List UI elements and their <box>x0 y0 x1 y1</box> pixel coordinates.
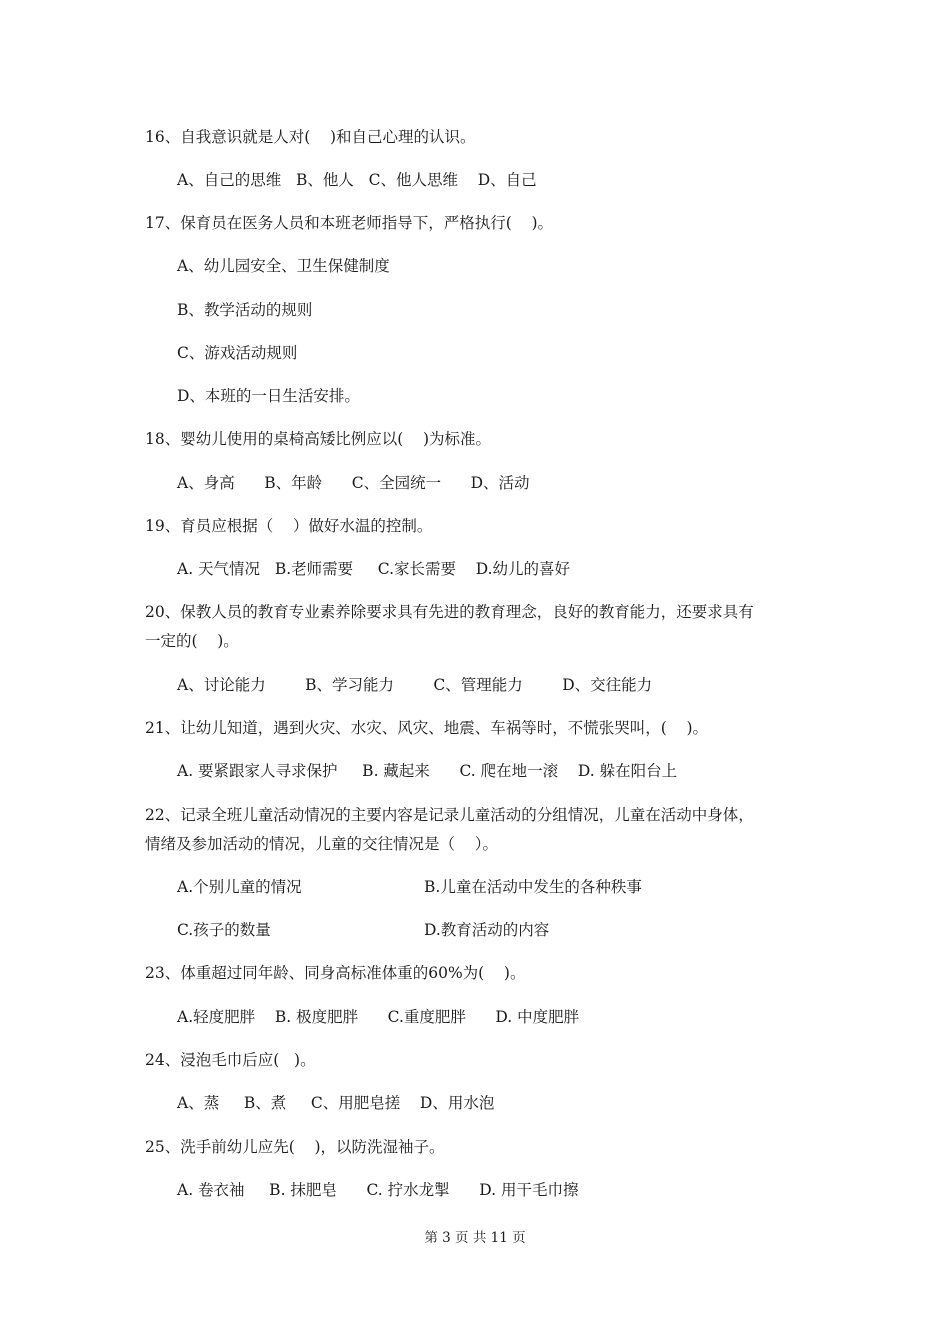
question-23-stem: 23、体重超过同年龄、同身高标准体重的60%为( )。 <box>145 964 526 982</box>
question-21-options: A. 要紧跟家人寻求保护 B. 藏起来 C. 爬在地一滚 D. 躲在阳台上 <box>177 762 678 780</box>
question-22-stem-line2: 情绪及参加活动的情况，儿童的交往情况是（ ）。 <box>145 835 498 853</box>
question-21-stem: 21、让幼儿知道，遇到火灾、水灾、风灾、地震、车祸等时，不慌张哭叫，( )。 <box>145 719 709 737</box>
question-18-stem: 18、婴幼儿使用的桌椅高矮比例应以( )为标准。 <box>145 430 492 448</box>
question-23-options: A.轻度肥胖 B. 极度肥胖 C.重度肥胖 D. 中度肥胖 <box>177 1008 580 1026</box>
question-16-options: A、自己的思维 B、他人 C、他人思维 D、自己 <box>177 171 537 189</box>
question-24-options: A、蒸 B、煮 C、用肥皂搓 D、用水泡 <box>177 1094 495 1112</box>
question-17-option-a: A、幼儿园安全、卫生保健制度 <box>177 257 390 275</box>
question-20-stem-line1: 20、保教人员的教育专业素养除要求具有先进的教育理念，良好的教育能力，还要求具有 <box>145 603 754 621</box>
question-24-stem: 24、浸泡毛巾后应( )。 <box>145 1051 316 1069</box>
question-25-stem: 25、洗手前幼儿应先( )，以防洗湿袖子。 <box>145 1138 445 1156</box>
question-18-options: A、身高 B、年龄 C、全园统一 D、活动 <box>177 474 530 492</box>
question-16-stem: 16、自我意识就是人对( )和自己心理的认识。 <box>145 128 476 146</box>
question-25-options: A. 卷衣袖 B. 抹肥皂 C. 拧水龙掣 D. 用干毛巾擦 <box>177 1181 579 1199</box>
question-17-option-d: D、本班的一日生活安排。 <box>177 387 360 405</box>
question-20-options: A、讨论能力 B、学习能力 C、管理能力 D、交往能力 <box>177 676 653 694</box>
question-17-option-b: B、教学活动的规则 <box>177 301 313 319</box>
question-22-stem-line1: 22、记录全班儿童活动情况的主要内容是记录儿童活动的分组情况，儿童在活动中身体， <box>145 806 754 824</box>
page-footer: 第 3 页 共 11 页 <box>424 1230 526 1246</box>
question-17-stem: 17、保育员在医务人员和本班老师指导下，严格执行( )。 <box>145 214 554 232</box>
question-20-stem-line2: 一定的( )。 <box>145 632 239 650</box>
question-22-option-a: A.个别儿童的情况 <box>177 878 302 896</box>
question-19-stem: 19、育员应根据（ ）做好水温的控制。 <box>145 517 433 535</box>
question-17-option-c: C、游戏活动规则 <box>177 344 298 362</box>
question-22-option-d: D.教育活动的内容 <box>424 921 550 939</box>
question-22-option-c: C.孩子的数量 <box>177 921 271 939</box>
question-22-option-b: B.儿童在活动中发生的各种秩事 <box>424 878 642 896</box>
question-19-options: A. 天气情况 B.老师需要 C.家长需要 D.幼儿的喜好 <box>177 560 571 578</box>
